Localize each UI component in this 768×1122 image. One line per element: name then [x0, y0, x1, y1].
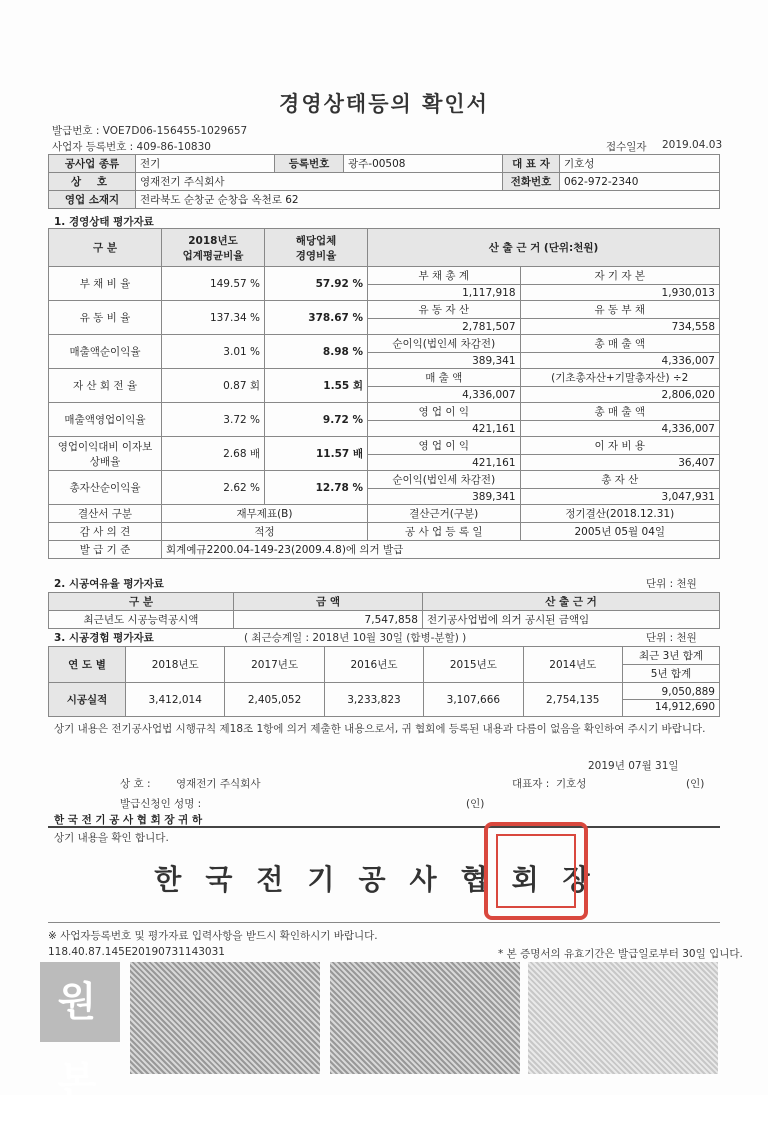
type-value: 전기 — [136, 155, 275, 173]
footer-code: 118.40.87.145E20190731143031 — [48, 946, 225, 958]
closing-ceo-label: 대표자 : — [512, 778, 550, 790]
section3-title: 3. 시공경험 평가자료 — [54, 632, 154, 644]
financial-row — [49, 335, 720, 353]
ratio-industry-avg: 0.87 회 — [162, 369, 265, 403]
business-registration-number: 사업자 등록번호 : 409-86-10830 — [52, 141, 211, 153]
document-title: 경영상태등의 확인서 — [279, 92, 489, 116]
capacity-col-basis: 산 출 근 거 — [423, 593, 720, 611]
ratio-company: 11.57 배 — [265, 437, 368, 471]
addressee: 한 국 전 기 공 사 협 회 장 귀 하 — [54, 814, 203, 826]
col-industry-avg: 2018년도 업계평균비율 — [162, 229, 265, 267]
address-label: 영업 소재지 — [49, 191, 136, 209]
financial-row — [49, 471, 720, 489]
basis-left-label: 순이익(법인세 차감전) — [368, 335, 521, 353]
ratio-company: 57.92 % — [265, 267, 368, 301]
capacity-col-amount: 금 액 — [234, 593, 423, 611]
col-company-ratio: 해당업체 경영비율 — [265, 229, 368, 267]
basis-right-value: 4,336,007 — [520, 353, 719, 369]
received-date: 2019.04.03 — [662, 139, 723, 151]
ratio-industry-avg: 2.62 % — [162, 471, 265, 505]
basis-left-value: 1,117,918 — [368, 285, 521, 301]
basis-right-label: 총 매 출 액 — [520, 403, 719, 421]
basis-left-value: 2,781,507 — [368, 319, 521, 335]
capacity-row-label: 최근년도 시공능력공시액 — [49, 611, 234, 629]
ceo-label: 대 표 자 — [503, 155, 560, 173]
capacity-col-gubun: 구 분 — [49, 593, 234, 611]
financial-row — [49, 403, 720, 421]
applicant-seal: (인) — [466, 798, 485, 810]
ratio-company: 8.98 % — [265, 335, 368, 369]
sum-headers: 최근 3년 합계 5년 합계 — [623, 647, 720, 683]
basis-right-value: 3,047,931 — [520, 489, 719, 505]
experience-row-label: 시공실적 — [49, 683, 126, 717]
ratio-company: 378.67 % — [265, 301, 368, 335]
year-2017: 2017년도 — [225, 647, 324, 683]
name-label: 상 호 — [49, 173, 136, 191]
basis-left-label: 순이익(법인세 차감전) — [368, 471, 521, 489]
basis-right-label: 유 동 부 채 — [520, 301, 719, 319]
financial-row — [49, 437, 720, 455]
capacity-row-amount: 7,547,858 — [234, 611, 423, 629]
closing-seal1: (인) — [686, 778, 705, 790]
year-2015: 2015년도 — [424, 647, 523, 683]
basis-left-value: 421,161 — [368, 455, 521, 471]
addressee-divider — [48, 826, 720, 828]
basis-right-label: 총 매 출 액 — [520, 335, 719, 353]
reg-value: 광주-00508 — [344, 155, 503, 173]
association-name: 한국전기공사협회장 — [154, 863, 614, 896]
confirm-text: 상기 내용을 확인 합니다. — [54, 832, 169, 844]
ratio-company: 12.78 % — [265, 471, 368, 505]
reg-label: 등록번호 — [275, 155, 344, 173]
issue-number: 발급번호 : VOE7D06-156455-1029657 — [52, 125, 248, 137]
ceo-value: 기호성 — [560, 155, 720, 173]
security-pattern-3 — [528, 962, 718, 1074]
ratio-industry-avg: 149.57 % — [162, 267, 265, 301]
value-2015: 3,107,666 — [424, 683, 523, 717]
ratio-company: 9.72 % — [265, 403, 368, 437]
ratio-name: 자 산 회 전 율 — [49, 369, 162, 403]
ratio-name: 유 동 비 율 — [49, 301, 162, 335]
section2-title: 2. 시공여유율 평가자료 — [54, 578, 164, 590]
settle-label: 결산서 구분 — [49, 505, 162, 523]
basis-left-label: 유 동 자 산 — [368, 301, 521, 319]
standard-label: 발 급 기 준 — [49, 541, 162, 559]
ratio-industry-avg: 2.68 배 — [162, 437, 265, 471]
footer-note2: * 본 증명서의 유효기간은 발급일로부터 30일 입니다. — [498, 948, 743, 960]
financial-table — [48, 228, 720, 559]
year-2016: 2016년도 — [324, 647, 423, 683]
financial-row — [49, 267, 720, 285]
settle-value: 재무제표(B) — [162, 505, 368, 523]
basis-left-label: 영 업 이 익 — [368, 437, 521, 455]
ratio-name: 매출액영업이익율 — [49, 403, 162, 437]
basis-left-label: 매 출 액 — [368, 369, 521, 387]
ratio-company: 1.55 회 — [265, 369, 368, 403]
section2-unit: 단위 : 천원 — [646, 578, 697, 590]
standard-value: 회계예규2200.04-149-23(2009.4.8)에 의거 발급 — [162, 541, 720, 559]
basis-left-value: 389,341 — [368, 353, 521, 369]
value-2018: 3,412,014 — [126, 683, 225, 717]
basis-left-value: 421,161 — [368, 421, 521, 437]
received-label: 접수일자 — [606, 141, 647, 153]
official-seal — [484, 822, 588, 920]
experience-col-year: 연 도 별 — [49, 647, 126, 683]
basis-left-value: 4,336,007 — [368, 387, 521, 403]
security-pattern-2 — [330, 962, 520, 1074]
basis-left-value: 389,341 — [368, 489, 521, 505]
security-pattern-1 — [130, 962, 320, 1074]
ratio-name: 부 채 비 율 — [49, 267, 162, 301]
type-label: 공사업 종류 — [49, 155, 136, 173]
year-2018: 2018년도 — [126, 647, 225, 683]
ratio-name: 매출액순이익율 — [49, 335, 162, 369]
audit-value: 적정 — [162, 523, 368, 541]
closing-ceo-value: 기호성 — [556, 778, 587, 790]
section3-note: ( 최근승계일 : 2018년 10월 30일 (합병-분할) ) — [244, 632, 467, 644]
section1-title: 1. 경영상태 평가자료 — [54, 216, 154, 228]
basis-right-label: 자 기 자 본 — [520, 267, 719, 285]
closing-name-value: 영재전기 주식회사 — [176, 778, 261, 790]
ratio-industry-avg: 3.72 % — [162, 403, 265, 437]
basis-right-value: 4,336,007 — [520, 421, 719, 437]
basis-right-label: 총 자 산 — [520, 471, 719, 489]
basis-right-value: 2,806,020 — [520, 387, 719, 403]
ratio-industry-avg: 3.01 % — [162, 335, 265, 369]
name-value: 영재전기 주식회사 — [136, 173, 503, 191]
ratio-name: 영업이익대비 이자보상배율 — [49, 437, 162, 471]
closing-name-label: 상 호 : — [120, 778, 151, 790]
basis-left-label: 영 업 이 익 — [368, 403, 521, 421]
reg-date-value: 2005년 05월 04일 — [520, 523, 719, 541]
footer-divider — [48, 922, 720, 923]
address-value: 전라북도 순창군 순창읍 옥천로 62 — [136, 191, 720, 209]
financial-row — [49, 369, 720, 387]
ratio-name: 총자산순이익율 — [49, 471, 162, 505]
value-2014: 2,754,135 — [523, 683, 622, 717]
original-stamp: 원본 — [40, 962, 120, 1042]
basis-right-label: 이 자 비 용 — [520, 437, 719, 455]
capacity-row-basis: 전기공사업법에 의거 공시된 금액임 — [423, 611, 720, 629]
statement-date: 2019년 07월 31일 — [588, 760, 679, 772]
phone-value: 062-972-2340 — [560, 173, 720, 191]
settle-basis-value: 정기결산(2018.12.31) — [520, 505, 719, 523]
experience-table — [48, 646, 720, 717]
value-2016: 3,233,823 — [324, 683, 423, 717]
reg-date-label: 공 사 업 등 록 일 — [368, 523, 521, 541]
basis-right-value: 36,407 — [520, 455, 719, 471]
col-gubun: 구 분 — [49, 229, 162, 267]
year-2014: 2014년도 — [523, 647, 622, 683]
financial-row — [49, 301, 720, 319]
settle-basis-label: 결산근거(구분) — [368, 505, 521, 523]
basis-left-label: 부 채 총 계 — [368, 267, 521, 285]
basis-right-label: (기초총자산+기말총자산) ÷2 — [520, 369, 719, 387]
basis-right-value: 1,930,013 — [520, 285, 719, 301]
statement: 상기 내용은 전기공사업법 시행규칙 제18조 1항에 의거 제출한 내용으로서, 귀 협회에 등록된 내용과 다름이 없음을 확인하여 주시기 바랍니다. — [54, 723, 706, 735]
phone-label: 전화번호 — [503, 173, 560, 191]
applicant-label: 발급신청인 성명 : — [120, 798, 202, 810]
ratio-industry-avg: 137.34 % — [162, 301, 265, 335]
capacity-table — [48, 592, 720, 629]
section3-unit: 단위 : 천원 — [646, 632, 697, 644]
sum-values: 9,050,889 14,912,690 — [623, 683, 720, 717]
audit-label: 감 사 의 견 — [49, 523, 162, 541]
header-table — [48, 154, 720, 209]
footer-note1: ※ 사업자등록번호 및 평가자료 입력사항을 받드시 확인하시기 바랍니다. — [48, 930, 378, 942]
col-basis: 산 출 근 거 (단위:천원) — [368, 229, 720, 267]
basis-right-value: 734,558 — [520, 319, 719, 335]
value-2017: 2,405,052 — [225, 683, 324, 717]
